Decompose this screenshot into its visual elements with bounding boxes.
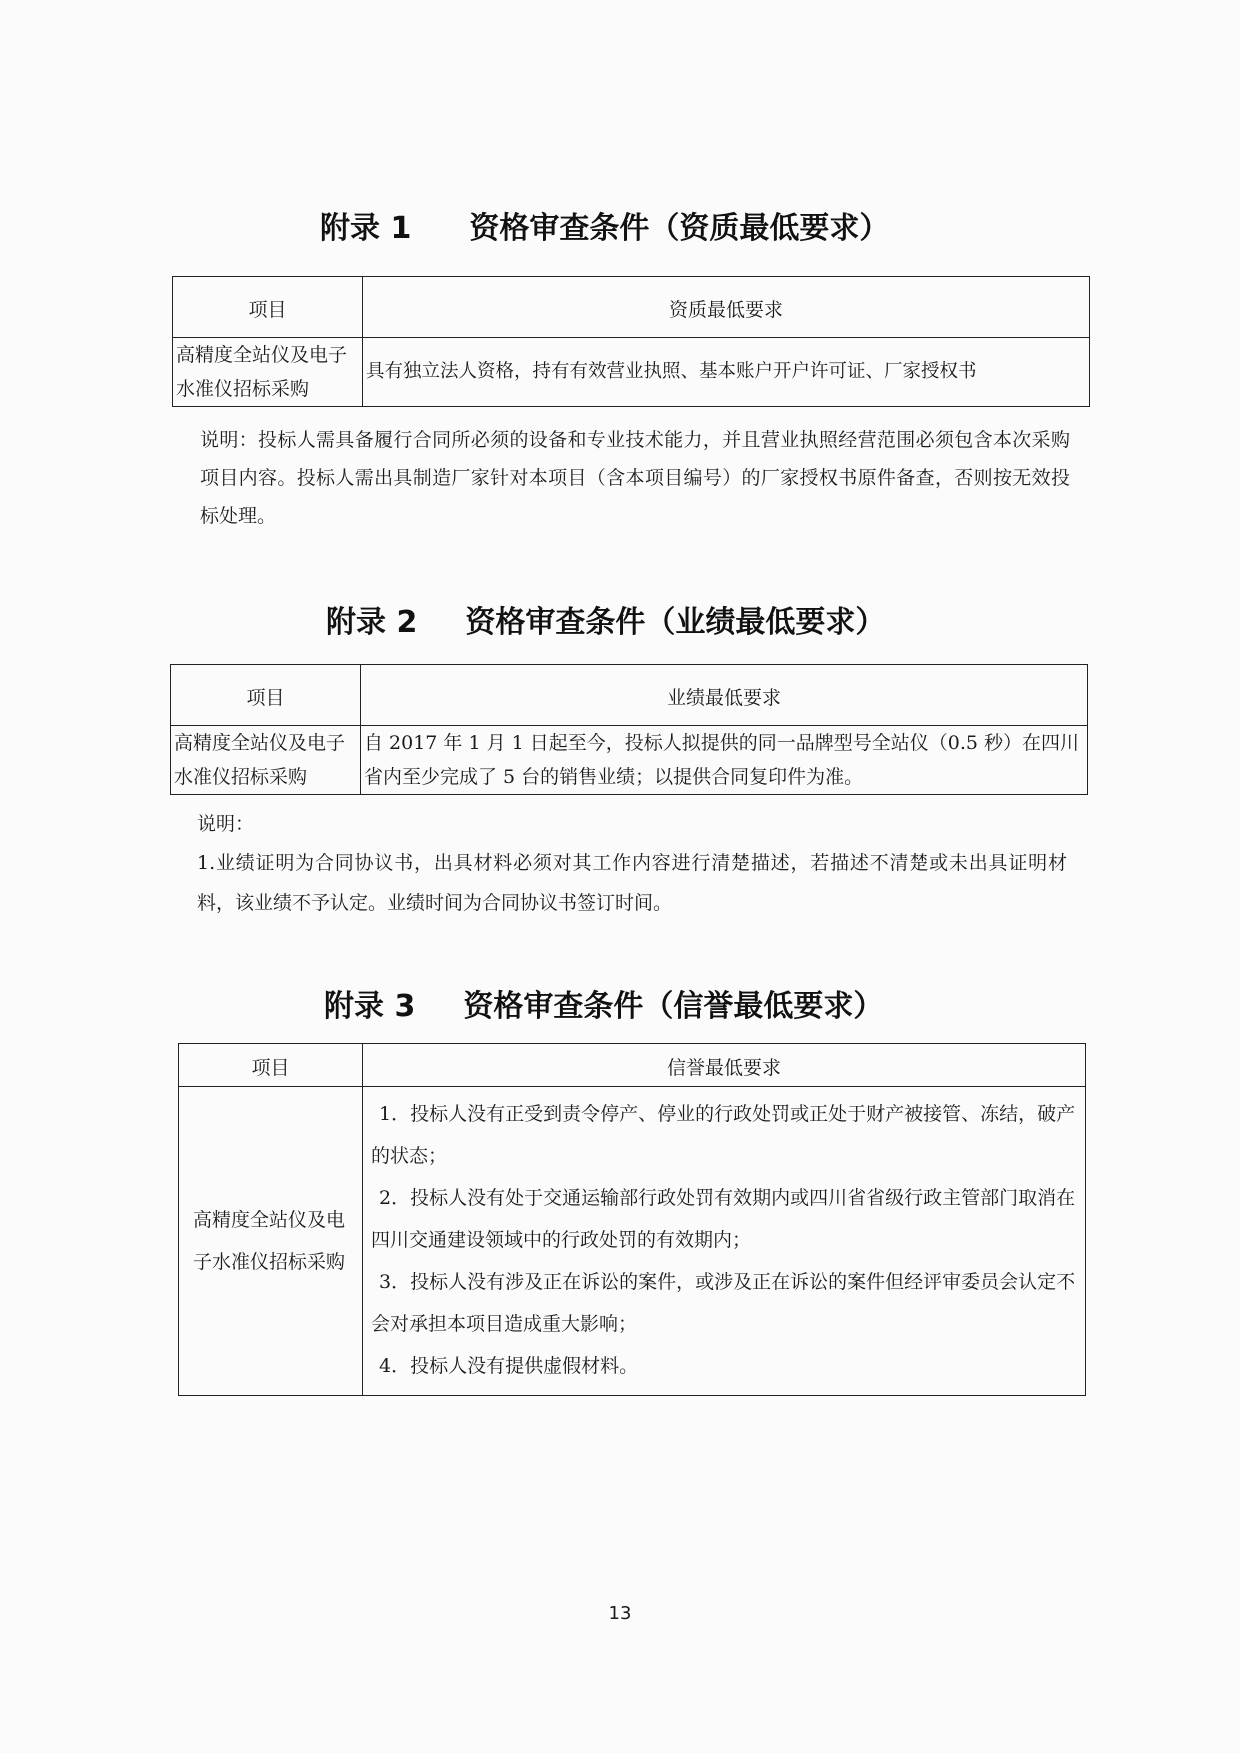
- list-item: 2．投标人没有处于交通运输部行政处罚有效期内或四川省省级行政主管部门取消在四川交通建设领域中的行政处罚的有效期内；: [371, 1187, 1076, 1251]
- header-requirement: 资质最低要求: [363, 277, 1090, 338]
- note-text: 1.业绩证明为合同协议书，出具材料必须对其工作内容进行清楚描述，若描述不清楚或未出具证明材料，该业绩不予认定。业绩时间为合同协议书签订时间。: [197, 852, 1067, 914]
- appendix2-number: 附录 2: [326, 605, 418, 640]
- note-label: 说明：: [197, 813, 255, 835]
- appendix1-note: 说明：投标人需具备履行合同所必须的设备和专业技术能力，并且营业执照经营范围必须包含本次采购项目内容。投标人需出具制造厂家针对本项目（含本项目编号）的厂家授权书原件备查，否则按无效投标处理。: [200, 429, 1070, 527]
- appendix2-note: [197, 805, 1067, 923]
- header-requirement: 业绩最低要求: [361, 665, 1088, 726]
- page-number: 13: [608, 1603, 632, 1624]
- table-header-row: [179, 1044, 1086, 1087]
- appendix3-table: [178, 1043, 1086, 1396]
- header-requirement: 信誉最低要求: [363, 1044, 1086, 1087]
- appendix1-number: 附录 1: [320, 211, 412, 246]
- appendix2-heading: [326, 597, 885, 641]
- requirement-cell: 具有独立法人资格，持有有效营业执照、基本账户开户许可证、厂家授权书: [363, 338, 1090, 407]
- table-row: [179, 1087, 1086, 1396]
- appendix2-title: 资格审查条件（业绩最低要求）: [465, 605, 886, 640]
- table-header-row: [173, 277, 1090, 338]
- project-cell: 高精度全站仪及电子水准仪招标采购: [171, 726, 361, 795]
- list-item: 4．投标人没有提供虚假材料。: [379, 1355, 639, 1377]
- list-item: 1．投标人没有正受到责令停产、停业的行政处罚或正处于财产被接管、冻结，破产的状态；: [371, 1103, 1076, 1167]
- header-project: 项目: [173, 277, 363, 338]
- project-cell: 高精度全站仪及电子水准仪招标采购: [179, 1087, 363, 1396]
- table-header-row: [171, 665, 1088, 726]
- requirement-list: [363, 1087, 1085, 1395]
- appendix1-table: [172, 276, 1090, 407]
- appendix3-title: 资格审查条件（信誉最低要求）: [463, 989, 884, 1024]
- table-row: [173, 338, 1090, 407]
- appendix2-table: [170, 664, 1088, 795]
- appendix3-number: 附录 3: [324, 989, 416, 1024]
- project-cell: 高精度全站仪及电子水准仪招标采购: [173, 338, 363, 407]
- appendix1-heading: [320, 203, 889, 247]
- appendix1-title: 资格审查条件（资质最低要求）: [469, 211, 890, 246]
- requirement-cell: 自 2017 年 1 月 1 日起至今，投标人拟提供的同一品牌型号全站仪（0.5 秒）在四川省内至少完成了 5 台的销售业绩；以提供合同复印件为准。: [361, 726, 1088, 795]
- list-item: 3．投标人没有涉及正在诉讼的案件，或涉及正在诉讼的案件但经评审委员会认定不会对承担本项目造成重大影响；: [371, 1271, 1076, 1335]
- requirement-cell: [363, 1087, 1086, 1396]
- header-project: 项目: [171, 665, 361, 726]
- table-row: [171, 726, 1088, 795]
- appendix3-heading: [324, 981, 883, 1025]
- header-project: 项目: [179, 1044, 363, 1087]
